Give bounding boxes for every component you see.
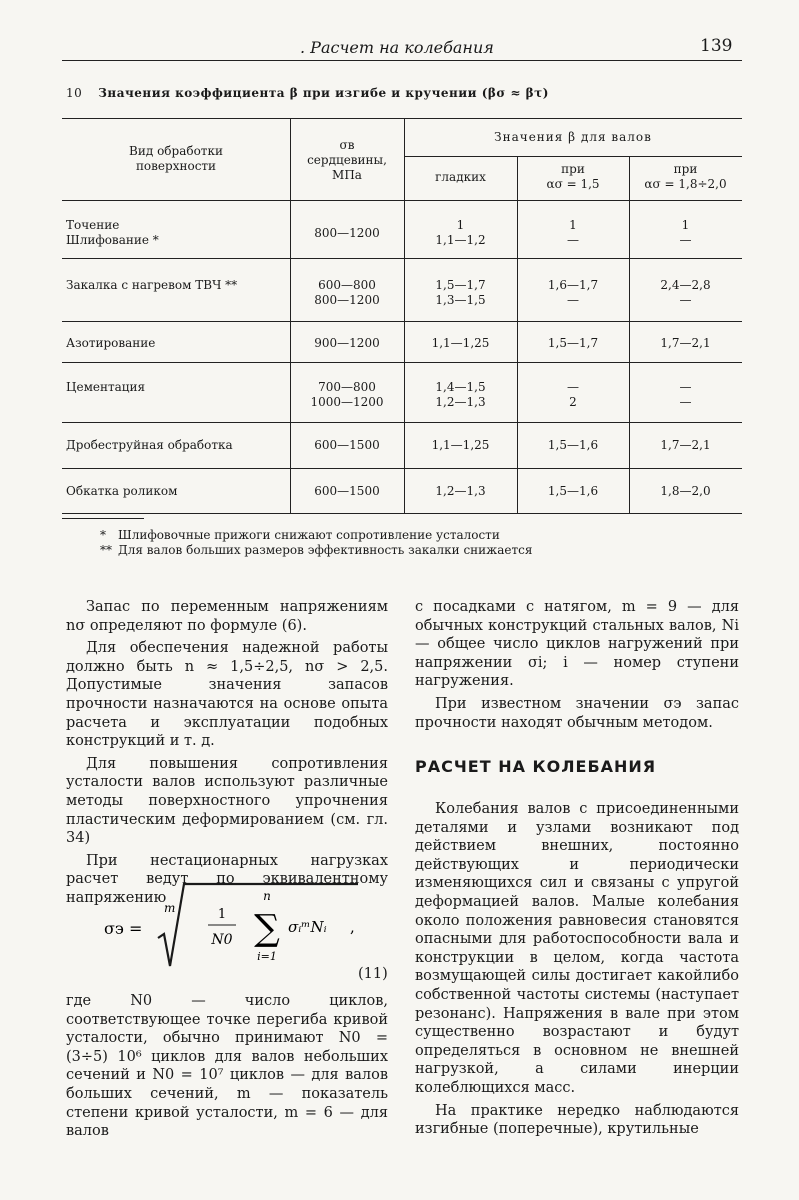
formula-fraction-num: 1 xyxy=(217,907,227,922)
table-row-a15 xyxy=(517,218,629,248)
cell-text: Шлифование * xyxy=(66,233,159,247)
formula-trailing: , xyxy=(350,918,355,936)
table-row-smooth xyxy=(404,218,517,248)
cell-text: — xyxy=(567,233,579,247)
table-row-a15 xyxy=(517,380,629,410)
table-row-rule xyxy=(62,258,742,259)
left-column-top xyxy=(66,598,388,912)
table-row-smooth xyxy=(404,278,517,308)
table-row-rule xyxy=(62,422,742,423)
table-row-a15 xyxy=(517,278,629,308)
paragraph: Для обеспечения надежной работы должно быть n ≈ 1,5÷2,5, nσ > 2,5. Допустимые значения запасов прочности назначаются на основе опыта расчета и эксплуатации подобных конструкций и т. д. xyxy=(66,640,388,750)
table-row-a18 xyxy=(629,380,742,410)
header-text: при xyxy=(673,162,698,176)
cell-text: 2 xyxy=(569,395,577,409)
table-row-treatment xyxy=(66,278,290,293)
header-text: ασ = 1,5 xyxy=(546,177,600,191)
table-row-sigma xyxy=(290,278,404,308)
table-footnotes xyxy=(100,528,532,558)
header-smooth: гладких xyxy=(435,170,486,184)
table-row-a18 xyxy=(629,218,742,248)
table-row-treatment xyxy=(66,218,290,248)
table-row-sigma xyxy=(290,226,404,241)
table-row-sigma: 600—1500 xyxy=(314,438,380,452)
formula-root-index: m xyxy=(164,901,176,915)
cell-text: — xyxy=(679,395,692,409)
header-treatment xyxy=(62,144,290,174)
cell-text: 1,3—1,5 xyxy=(435,293,486,307)
cell-text: 1,1—1,2 xyxy=(435,233,486,247)
footnote-text: Для валов больших размеров эффективность закалки снижается xyxy=(118,543,533,557)
table-row-a15: 1,5—1,6 xyxy=(547,438,599,452)
formula-sum-top: n xyxy=(263,889,271,903)
header-text: поверхности xyxy=(135,159,217,173)
cell-text: 1,5—1,7 xyxy=(435,278,486,292)
header-text: σв xyxy=(339,138,355,152)
formula-term: σᵢᵐNᵢ xyxy=(288,918,327,936)
table-row-smooth: 1,1—1,25 xyxy=(431,438,490,452)
footnote xyxy=(100,543,532,558)
header-group: Значения β для валов xyxy=(494,130,652,144)
table-row-rule xyxy=(62,321,742,322)
footnote-mark: ** xyxy=(100,543,112,557)
cell-text: — xyxy=(567,380,579,394)
header-text: ασ = 1,8÷2,0 xyxy=(644,177,727,191)
table-row-treatment: Цементация xyxy=(66,380,146,394)
paragraph: Колебания валов с присоединенными деталями и узлами возникают под действием внешних, постоянно действующих и периодически изменяющихся сил и связаны с упругой деформацией валов. Малые колебания около положения равновесия становятся опасными для работоспособности вала и конструкции в целом, когда частота возмущающей силы достигает какойлибо собственной частоты системы (наступает резонанс). Напряжения в вале при этом существенно возрастают и будут определяться в основном не внешней нагрузкой, а силами инерции колеблющихся масс. xyxy=(415,801,739,1096)
cell-text: 800—1200 xyxy=(314,293,380,307)
cell-text: 2,4—2,8 xyxy=(660,278,711,292)
formula-number: (11) xyxy=(358,966,388,982)
table-row-sigma: 600—1500 xyxy=(314,484,380,498)
table-row-a15: 1,5—1,7 xyxy=(547,336,599,350)
cell-text: 1 xyxy=(456,218,465,232)
table-row-sigma xyxy=(290,380,404,410)
table-bottom-rule xyxy=(62,513,742,514)
table-row-a18: 1,7—2,1 xyxy=(660,438,711,452)
table-row-a15: 1,5—1,6 xyxy=(547,484,599,498)
right-column-bottom xyxy=(415,800,739,1143)
table-row-smooth: 1,1—1,25 xyxy=(431,336,490,350)
header-text: при xyxy=(561,162,585,176)
header-alpha-15 xyxy=(517,162,629,192)
cell-text: — xyxy=(567,293,579,307)
table-row-smooth xyxy=(404,380,517,410)
table-col-divider xyxy=(517,156,518,513)
cell-text: 800—1200 xyxy=(314,226,380,240)
footnote-text: Шлифовочные прижоги снижают сопротивление усталости xyxy=(118,528,500,542)
paragraph: Запас по переменным напряжениям nσ определяют по формуле (6). xyxy=(66,599,388,634)
table-caption xyxy=(66,86,549,100)
page-header xyxy=(0,30,799,60)
table-row-sigma: 900—1200 xyxy=(314,336,380,350)
running-title: . Расчет на колебания xyxy=(300,38,494,57)
cell-text: Точение xyxy=(66,218,120,232)
formula-sum-bottom: i=1 xyxy=(257,950,277,963)
header-text: сердцевины, xyxy=(307,153,387,167)
footnote xyxy=(100,528,532,543)
footnote-mark: * xyxy=(100,528,106,542)
cell-text: 1,4—1,5 xyxy=(435,380,486,394)
paragraph: При известном значении σэ запас прочности находят обычным методом. xyxy=(415,695,739,731)
cell-text: Закалка с нагревом ТВЧ ** xyxy=(66,278,238,292)
table-row-rule xyxy=(62,468,742,469)
header-text: МПа xyxy=(332,168,362,182)
table-row-rule xyxy=(62,362,742,363)
table-row-smooth: 1,2—1,3 xyxy=(435,484,486,498)
table-col-divider xyxy=(629,156,630,513)
table-number: 10 xyxy=(66,86,83,100)
paragraph: На практике нередко наблюдаются изгибные (поперечные), крутильные xyxy=(415,1102,739,1138)
page-number: 139 xyxy=(700,36,733,56)
cell-text: — xyxy=(679,233,692,247)
cell-text: 1000—1200 xyxy=(310,395,384,409)
right-column-top xyxy=(415,598,739,736)
cell-text: — xyxy=(679,293,692,307)
cell-text: 1 xyxy=(569,218,577,232)
table-row-treatment: Обкатка роликом xyxy=(66,484,178,498)
table-header-rule xyxy=(62,200,742,201)
formula-fraction-den: N0 xyxy=(211,932,233,948)
paragraph: Для повышения сопротивления усталости валов используют различные методы поверхностного упрочнения пластическим деформированием (см. гл. 34) xyxy=(66,755,388,847)
section-heading: РАСЧЕТ НА КОЛЕБАНИЯ xyxy=(415,757,657,776)
table-title: Значения коэффициента β при изгибе и кручении (βσ ≈ βτ) xyxy=(98,86,549,100)
cell-text: 1,2—1,3 xyxy=(435,395,486,409)
cell-text: 700—800 xyxy=(318,380,376,394)
table-row-a18: 1,8—2,0 xyxy=(660,484,711,498)
table-row-treatment: Дробеструйная обработка xyxy=(66,438,233,452)
header-alpha-18 xyxy=(629,162,742,192)
paragraph: где N0 — число циклов, соответствующее точке перегиба кривой усталости, обычно принимают N0 = (3÷5) 10⁶ циклов для валов небольших сечений и N0 = 10⁷ циклов — для валов больших сечений, m — показатель степени кривой усталости, m = 6 — для валов xyxy=(66,993,388,1140)
paragraph: с посадками с натягом, m = 9 — для обычных конструкций стальных валов, Ni — общее число циклов нагружений при напряжении σi; i — номер ступени нагружения. xyxy=(415,599,739,690)
cell-text: 1,6—1,7 xyxy=(547,278,599,292)
cell-text: 600—800 xyxy=(318,278,376,292)
table-row-a18: 1,7—2,1 xyxy=(660,336,711,350)
table-row-treatment: Азотирование xyxy=(66,336,156,350)
table-group-rule xyxy=(404,156,742,157)
footnote-rule xyxy=(62,518,144,519)
header-text: Вид обработки xyxy=(129,144,223,158)
table-top-rule xyxy=(62,118,742,119)
sum-icon: ∑ xyxy=(254,908,280,949)
cell-text: 1 xyxy=(681,218,690,232)
left-column-bottom xyxy=(66,992,388,1145)
equivalent-stress-formula xyxy=(100,878,360,978)
paragraph: При нестационарных нагрузках расчет ведут по эквивалентному напряжению xyxy=(66,852,388,906)
table-row-a18 xyxy=(629,278,742,308)
header-rule xyxy=(62,60,742,61)
cell-text: — xyxy=(679,380,692,394)
formula-lhs: σэ = xyxy=(104,919,143,938)
header-sigma xyxy=(290,138,404,183)
